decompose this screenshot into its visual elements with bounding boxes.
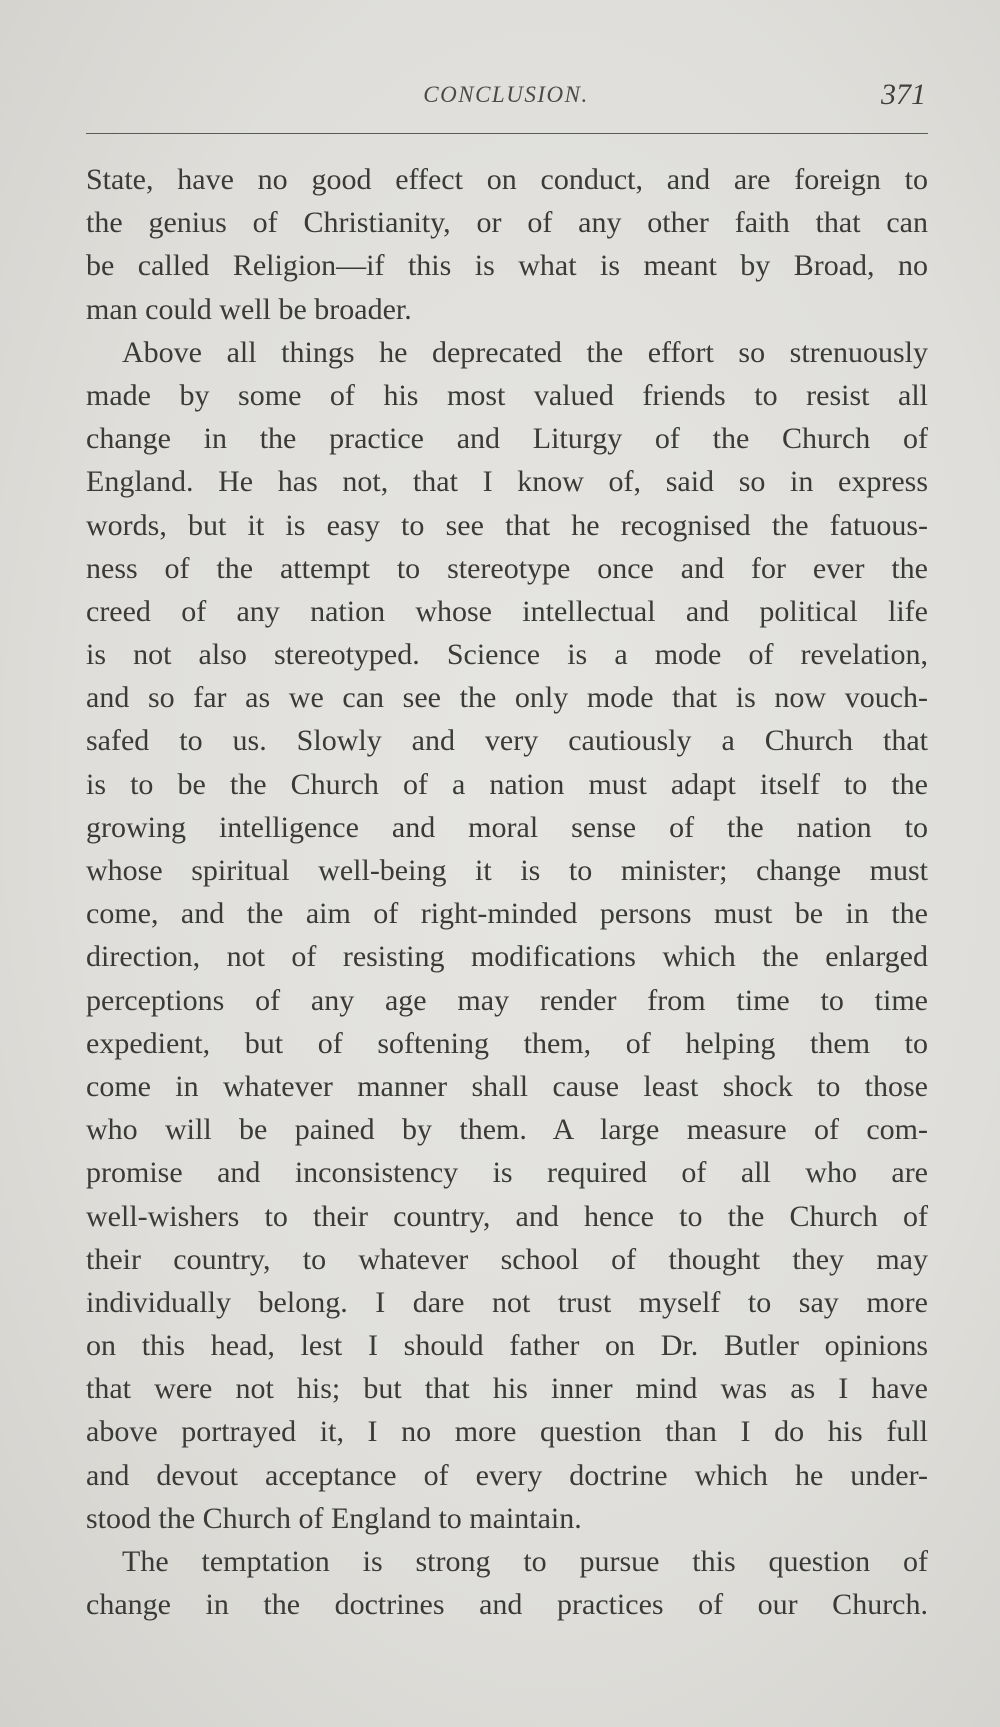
text-line: ness of the attempt to stereotype once and for ever the xyxy=(86,551,928,585)
text-line: safed to us. Slowly and very cautiously a Church that xyxy=(86,724,928,758)
page-number: 371 xyxy=(881,78,926,111)
text-line: creed of any nation whose intellectual and political life xyxy=(86,594,928,628)
text-line: and so far as we can see the only mode that is now vouch- xyxy=(86,681,928,715)
text-line: direction, not of resisting modifications which the enlarged xyxy=(86,940,928,974)
text-line: the genius of Christianity, or of any other faith that can xyxy=(86,206,928,240)
text-line: their country, to whatever school of thought they may xyxy=(86,1242,928,1276)
text-line: England. He has not, that I know of, said so in express xyxy=(86,465,928,499)
running-title: CONCLUSION. xyxy=(423,82,589,107)
text-line: on this head, lest I should father on Dr. Butler opinions xyxy=(86,1329,928,1363)
text-line: man could well be broader. xyxy=(86,292,412,326)
text-line: made by some of his most valued friends to resist all xyxy=(86,378,928,412)
text-line: is not also stereotyped. Science is a mode of revelation, xyxy=(86,638,928,672)
text-line: stood the Church of England to maintain. xyxy=(86,1501,582,1535)
running-head xyxy=(86,78,926,118)
text-line: growing intelligence and moral sense of the nation to xyxy=(86,810,928,844)
text-line: perceptions of any age may render from time to time xyxy=(86,983,928,1017)
text-line: be called Religion—if this is what is meant by Broad, no xyxy=(86,249,928,283)
text-line: and devout acceptance of every doctrine which he under- xyxy=(86,1458,928,1492)
text-line: come, and the aim of right-minded persons must be in the xyxy=(86,897,928,931)
text-line: above portrayed it, I no more question than I do his full xyxy=(86,1415,928,1449)
text-line: well-wishers to their country, and hence to the Church of xyxy=(86,1199,928,1233)
text-line: individually belong. I dare not trust myself to say more xyxy=(86,1285,928,1319)
text-line: promise and inconsistency is required of all who are xyxy=(86,1156,928,1190)
text-line: change in the practice and Liturgy of the Church of xyxy=(86,422,928,456)
text-line: come in whatever manner shall cause least shock to those xyxy=(86,1069,928,1103)
header-rule xyxy=(86,133,928,134)
text-line: whose spiritual well-being it is to minister; change must xyxy=(86,854,928,887)
text-line: is to be the Church of a nation must adapt itself to the xyxy=(86,767,928,801)
text-line: that were not his; but that his inner mind was as I have xyxy=(86,1372,928,1406)
text-line: State, have no good effect on conduct, and are foreign to xyxy=(86,163,928,196)
text-line: expedient, but of softening them, of helping them to xyxy=(86,1026,928,1060)
text-line: Above all things he deprecated the effort so strenuously xyxy=(122,335,928,369)
body-text xyxy=(86,158,928,1626)
text-line: change in the doctrines and practices of our Church. xyxy=(86,1588,928,1622)
text-line: who will be pained by them. A large measure of com- xyxy=(86,1113,928,1147)
text-line: The temptation is strong to pursue this question of xyxy=(122,1545,928,1578)
text-line: words, but it is easy to see that he recognised the fatuous- xyxy=(86,508,928,542)
